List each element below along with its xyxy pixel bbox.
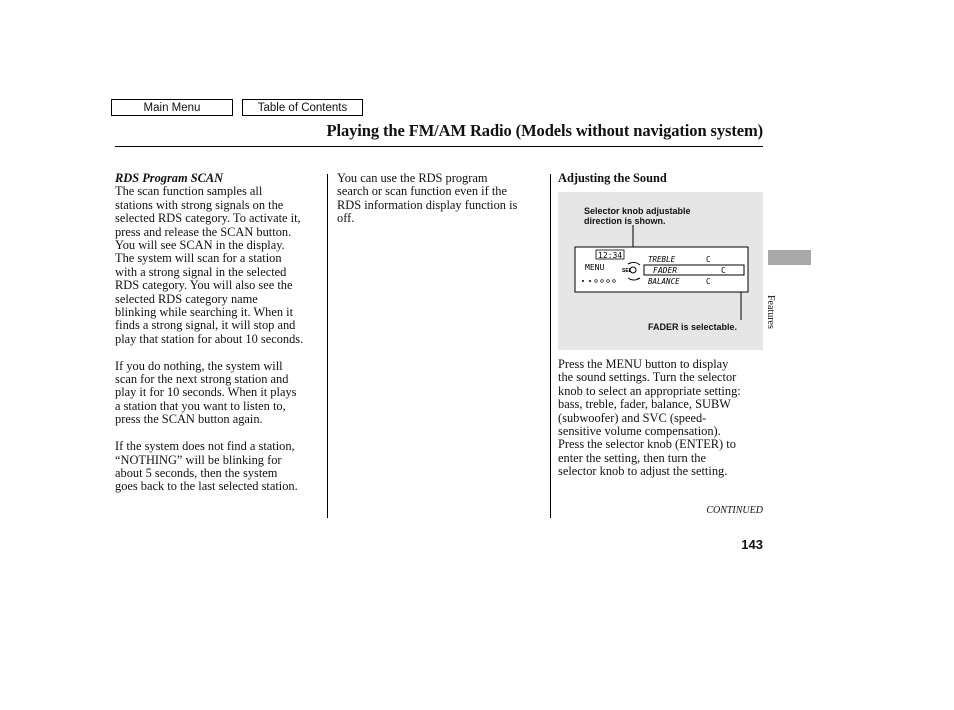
text-line: search or scan function even if the bbox=[337, 184, 507, 199]
text-line: selected RDS category name bbox=[115, 291, 258, 306]
text-line: enter the setting, then turn the bbox=[558, 450, 706, 465]
text-line: off. bbox=[337, 211, 355, 226]
text-line: selector knob to adjust the setting. bbox=[558, 464, 728, 479]
text-line: press the SCAN button again. bbox=[115, 412, 263, 427]
text-line: goes back to the last selected station. bbox=[115, 479, 298, 494]
section-label: Features bbox=[765, 295, 776, 329]
text-line: blinking while searching it. When it bbox=[115, 305, 294, 320]
text-line: play it for 10 seconds. When it plays bbox=[115, 385, 297, 400]
text-line: RDS category. You will also see the bbox=[115, 278, 293, 293]
sel-label: SEL bbox=[622, 268, 632, 274]
text-line: Press the selector knob (ENTER) to bbox=[558, 437, 736, 452]
text-line: The system will scan for a station bbox=[115, 251, 282, 266]
display-clock: 12:34 bbox=[598, 251, 623, 260]
text-line: stations with strong signals on the bbox=[115, 197, 284, 212]
sound-settings-figure bbox=[558, 192, 763, 350]
text-line: bass, treble, fader, balance, SUBW bbox=[558, 397, 731, 412]
rds-program-scan-heading: RDS Program SCAN bbox=[115, 171, 224, 185]
text-line: knob to select an appropriate setting: bbox=[558, 383, 741, 398]
column-divider-2 bbox=[550, 174, 551, 518]
text-line: with a strong signal in the selected bbox=[115, 264, 287, 279]
text-line: You will see SCAN in the display. bbox=[115, 238, 285, 253]
figure-caption-top: Selector knob adjustable direction is shown. bbox=[584, 206, 691, 226]
title-rule bbox=[115, 146, 763, 147]
scan-paragraph-1 bbox=[115, 185, 327, 346]
display-treble-value: C bbox=[706, 255, 711, 264]
text-line: “NOTHING” will be blinking for bbox=[115, 452, 282, 467]
display-menu: MENU bbox=[585, 263, 605, 272]
text-line: sensitive volume compensation). bbox=[558, 424, 721, 439]
text-line: The scan function samples all bbox=[115, 184, 263, 199]
main-menu-button[interactable]: Main Menu bbox=[111, 99, 233, 116]
text-line: scan for the next strong station and bbox=[115, 372, 289, 387]
rds-paragraph bbox=[337, 172, 547, 226]
column-divider-1 bbox=[327, 174, 328, 518]
page-number: 143 bbox=[741, 537, 763, 552]
scan-paragraph-2 bbox=[115, 360, 327, 427]
text-line: Press the MENU button to display bbox=[558, 357, 729, 371]
text-line: a station that you want to listen to, bbox=[115, 398, 286, 413]
text-line: selected RDS category. To activate it, bbox=[115, 211, 301, 226]
display-treble: TREBLE bbox=[648, 255, 676, 264]
text-line: the sound settings. Turn the selector bbox=[558, 370, 737, 385]
table-of-contents-button[interactable]: Table of Contents bbox=[242, 99, 363, 116]
text-line: (subwoofer) and SVC (speed- bbox=[558, 410, 707, 425]
text-line: finds a strong signal, it will stop and bbox=[115, 318, 296, 333]
sound-paragraph bbox=[558, 358, 768, 479]
display-balance: BALANCE bbox=[648, 277, 680, 286]
text-line: press and release the SCAN button. bbox=[115, 224, 292, 239]
continued-label: CONTINUED bbox=[706, 505, 763, 516]
text-line: If the system does not find a station, bbox=[115, 439, 295, 454]
page-title: Playing the FM/AM Radio (Models without navigation system) bbox=[326, 121, 763, 140]
text-line: If you do nothing, the system will bbox=[115, 358, 283, 373]
column-1 bbox=[115, 172, 327, 494]
display-fader: FADER bbox=[653, 266, 678, 275]
display-balance-value: C bbox=[706, 277, 711, 286]
scan-paragraph-3 bbox=[115, 440, 327, 494]
figure-caption-bottom: FADER is selectable. bbox=[648, 322, 738, 332]
column-2 bbox=[337, 172, 547, 226]
text-line: You can use the RDS program bbox=[337, 171, 488, 185]
section-tab bbox=[768, 250, 811, 265]
text-line: about 5 seconds, then the system bbox=[115, 465, 278, 480]
text-line: play that station for about 10 seconds. bbox=[115, 331, 304, 346]
adjusting-sound-heading: Adjusting the Sound bbox=[558, 171, 667, 185]
text-line: RDS information display function is bbox=[337, 197, 518, 212]
display-fader-value: C bbox=[721, 266, 726, 275]
